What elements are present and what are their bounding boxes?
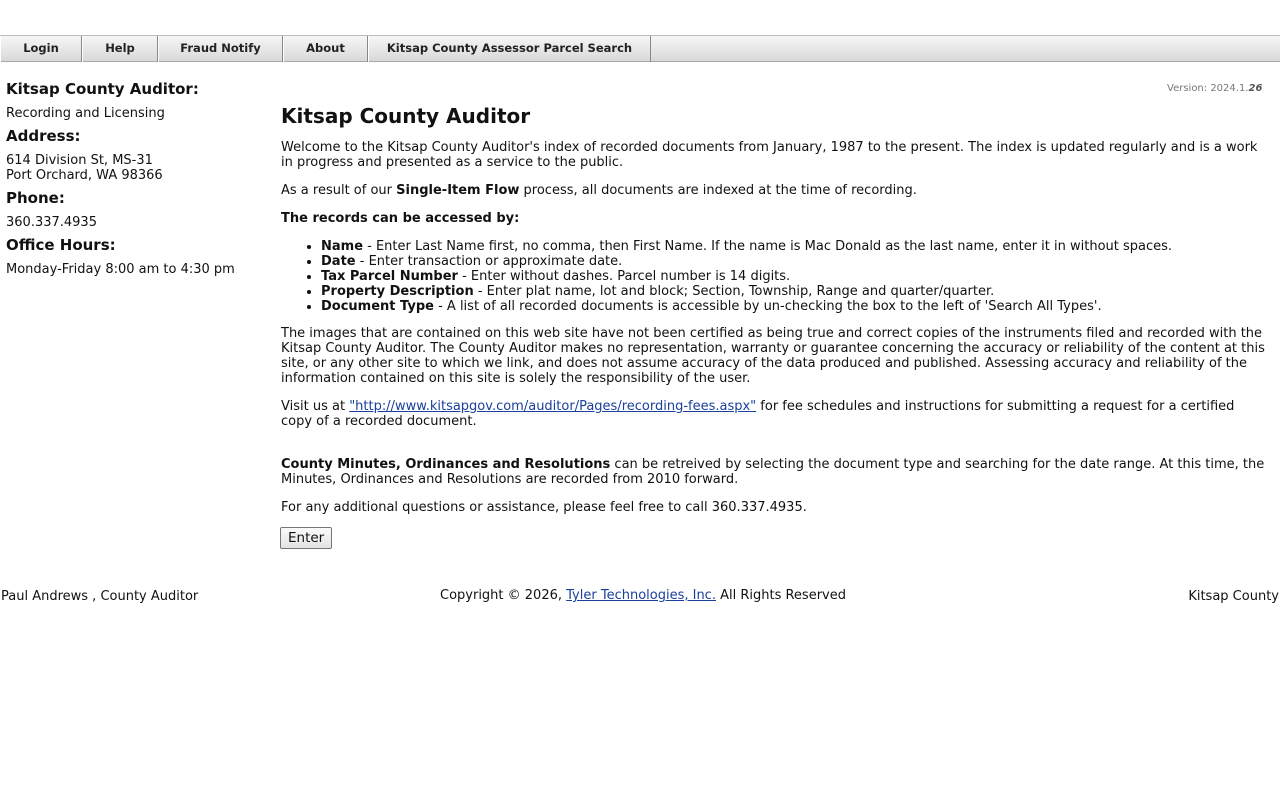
footer-auditor-name: Paul Andrews , County Auditor [1,589,199,604]
version-build: 26 [1248,83,1263,94]
disclaimer-paragraph: The images that are contained on this web site have not been certified as being true and correct copies of the instruments filed and recorded with the Kitsap County Auditor. The County Auditor makes no representation, warranty or guarantee concerning the accuracy or reliability of the content at this site, or any other site to which we link, and does not assume accuracy of the data produced and published. Assessing accuracy and reliability of the information contained on this site is solely the responsibility of the user. [281,326,1265,386]
flow-bold: Single-Item Flow [396,183,520,198]
access-term: Tax Parcel Number [321,269,458,284]
access-term: Property Description [321,284,474,299]
flow-suffix: process, all documents are indexed at the time of recording. [519,183,917,198]
minutes-paragraph [281,457,1267,487]
sidebar-address-line1: 614 Division St, MS-31 [6,153,153,168]
version-prefix: Version: 2024.1. [1167,83,1249,94]
access-list [281,239,1267,314]
list-item [321,299,1267,314]
version-label [1167,83,1262,94]
nav-assessor-parcel-search-button[interactable]: Kitsap County Assessor Parcel Search [368,36,651,62]
list-item [321,254,1267,269]
sidebar-hours-heading: Office Hours: [6,236,116,254]
enter-button[interactable]: Enter [280,527,332,549]
flow-paragraph [281,183,1267,198]
recording-fees-link[interactable]: "http://www.kitsapgov.com/auditor/Pages/recording-fees.aspx" [349,399,757,414]
access-desc: - Enter transaction or approximate date. [355,254,623,269]
top-nav-bar [0,35,1280,62]
access-term: Document Type [321,299,434,314]
access-desc: - A list of all recorded documents is accessible by un-checking the box to the left of 'Search All Types'. [433,299,1102,314]
access-desc: - Enter without dashes. Parcel number is 14 digits. [457,269,791,284]
sidebar-org-subtitle: Recording and Licensing [6,106,165,121]
copyright-prefix: Copyright © 2026, [440,588,567,603]
minutes-bold: County Minutes, Ordinances and Resolutions [281,457,611,472]
main-content [281,103,1267,515]
sidebar-phone-heading: Phone: [6,189,65,207]
access-desc: - Enter Last Name first, no comma, then First Name. If the name is Mac Donald as the last name, enter it in without spaces. [363,239,1173,254]
visit-suffix: for fee schedules and instructions for submitting a request for a certified copy of a recorded document. [281,399,1235,429]
sidebar-address-heading: Address: [6,127,81,145]
access-term: Date [321,254,356,269]
nav-fraud-notify-button[interactable]: Fraud Notify [158,36,283,62]
flow-prefix: As a result of our [281,183,397,198]
sidebar-phone: 360.337.4935 [6,215,97,230]
tyler-technologies-link[interactable]: Tyler Technologies, Inc. [566,588,716,603]
sidebar-address-line2: Port Orchard, WA 98366 [6,168,163,183]
minutes-suffix: can be retreived by selecting the document type and searching for the date range. At this time, the Minutes, Ordinances and Resolutions are recorded from 2010 forward. [281,457,1265,487]
list-item [321,284,1267,299]
list-item [321,239,1267,254]
list-item [321,269,1267,284]
nav-help-button[interactable]: Help [82,36,158,62]
nav-about-button[interactable]: About [283,36,368,62]
copyright-suffix: All Rights Reserved [715,588,846,603]
access-term: Name [321,239,364,254]
page-title: Kitsap County Auditor [281,104,531,128]
nav-login-button[interactable]: Login [0,36,82,62]
sidebar-contact-info [6,62,266,277]
access-heading: The records can be accessed by: [281,211,520,226]
welcome-paragraph: Welcome to the Kitsap County Auditor's index of recorded documents from January, 1987 to the present. The index is updated regularly and is a work in progress and presented as a service to the public. [281,140,1258,170]
visit-paragraph [281,399,1267,429]
sidebar-hours: Monday-Friday 8:00 am to 4:30 pm [6,262,235,277]
sidebar-org-heading: Kitsap County Auditor: [6,80,199,98]
access-desc: - Enter plat name, lot and block; Section, Township, Range and quarter/quarter. [473,284,995,299]
footer-county-name: Kitsap County [1188,589,1279,604]
footer-copyright [440,588,846,603]
contact-paragraph: For any additional questions or assistance, please feel free to call 360.337.4935. [281,500,807,515]
visit-prefix: Visit us at [281,399,350,414]
